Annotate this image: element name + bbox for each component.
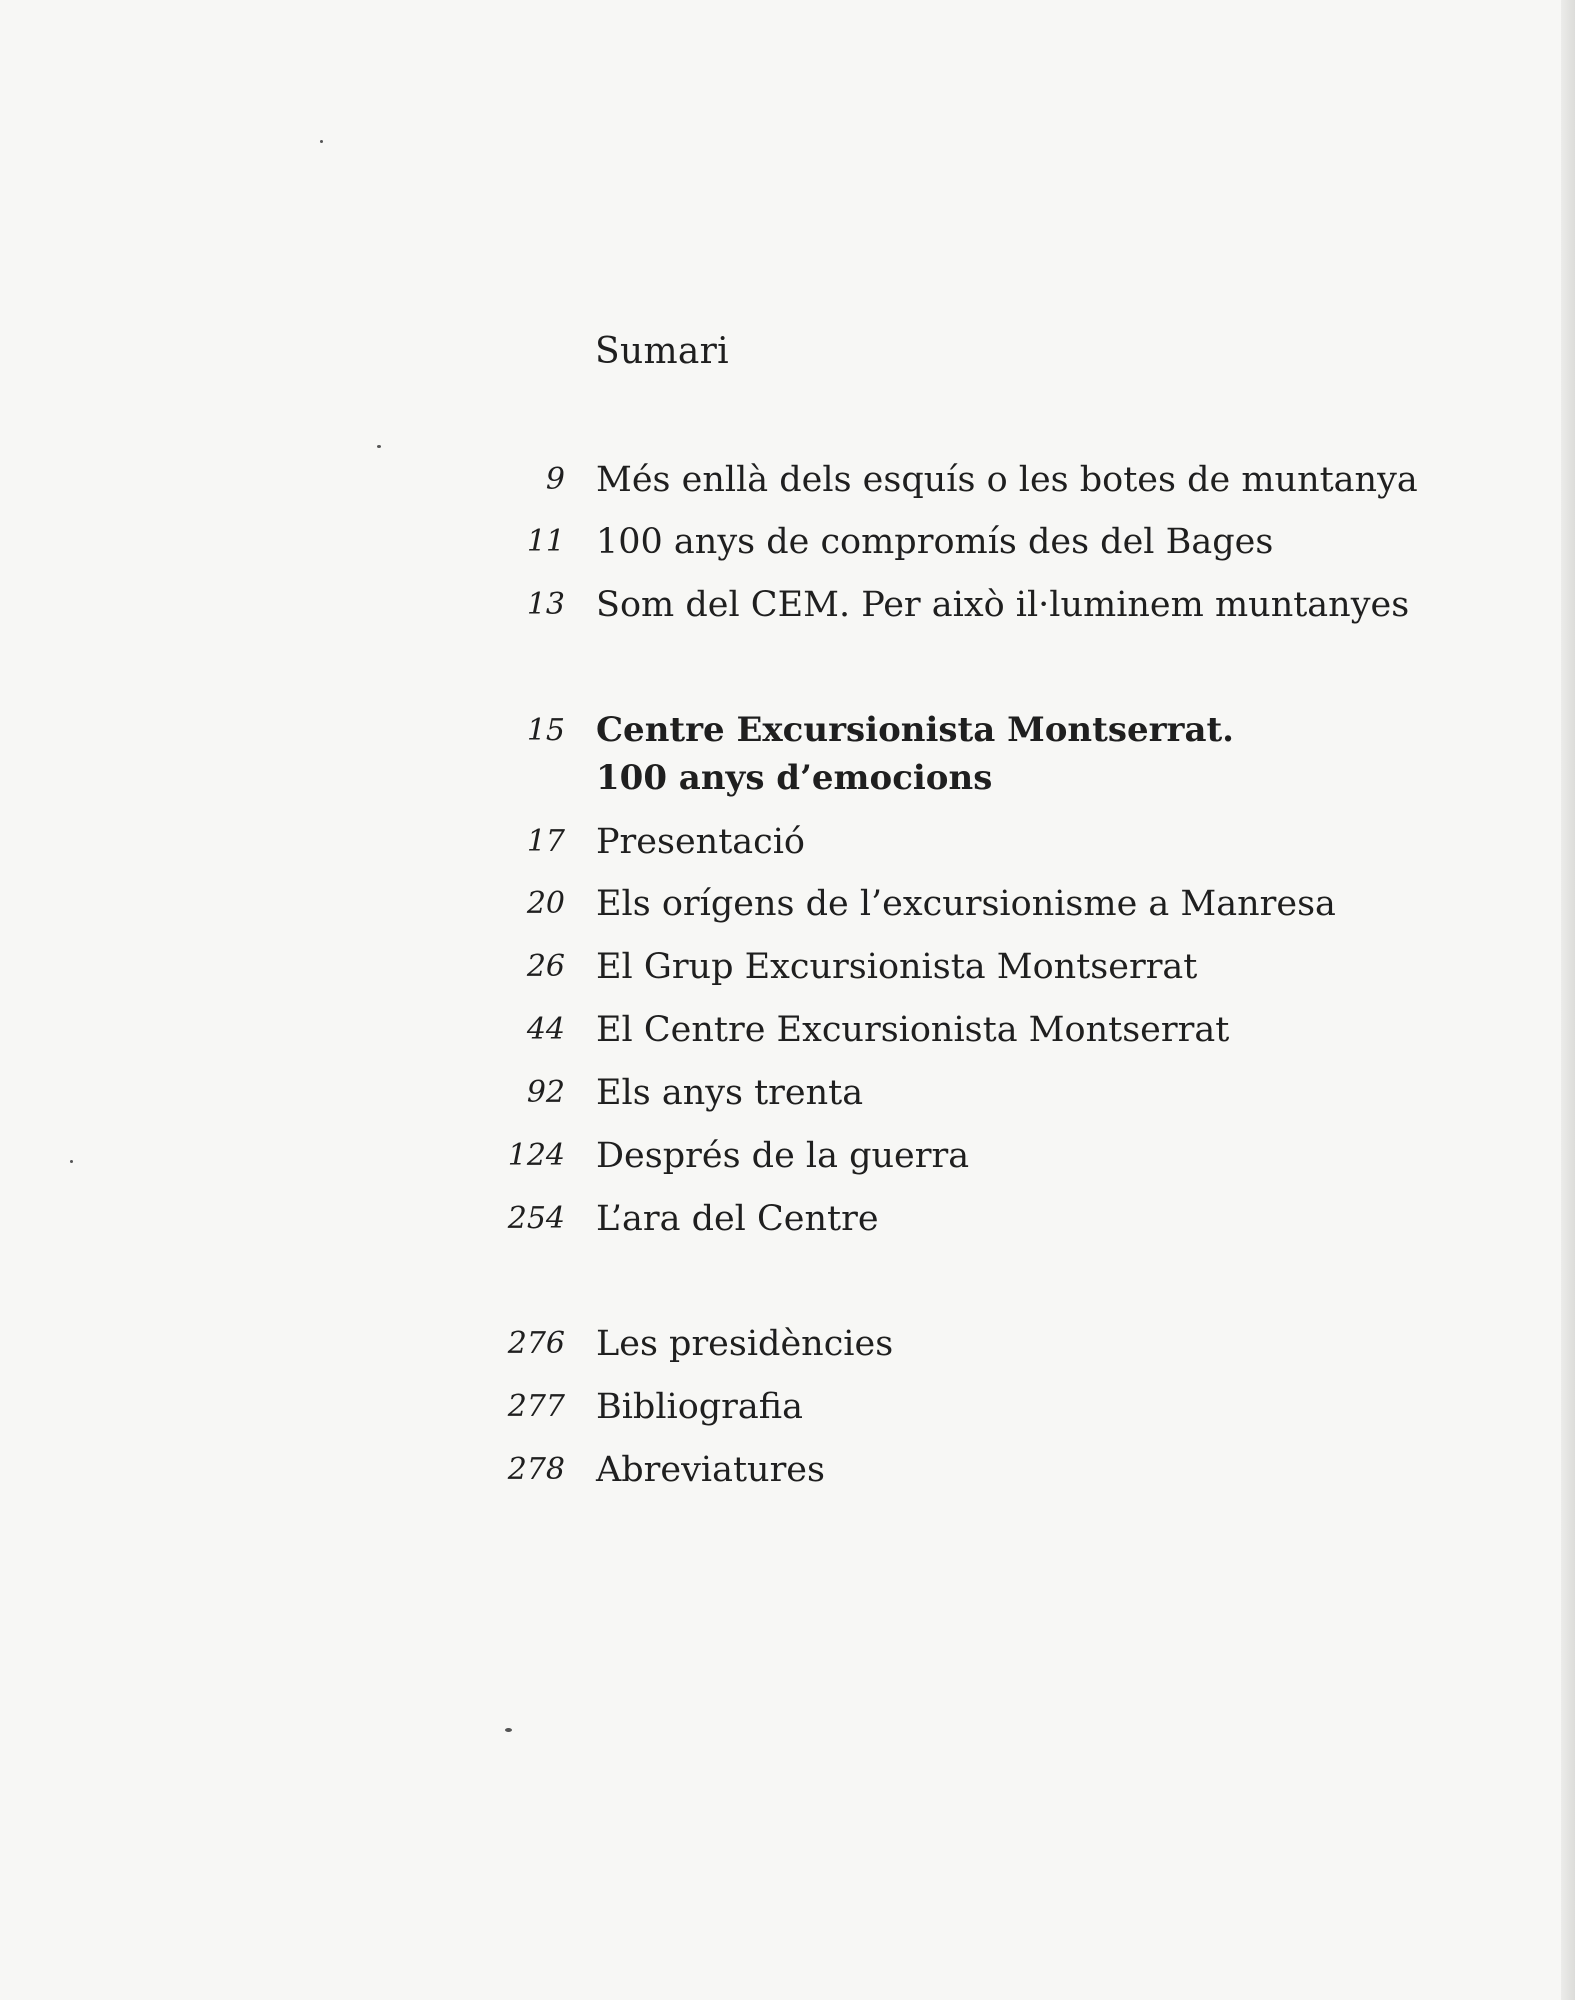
toc-entry[interactable] <box>470 1068 1470 1118</box>
toc-page-number: 277 <box>507 1389 565 1424</box>
toc-entry-label: El Grup Excursionista Montserrat <box>596 947 1198 987</box>
toc-page-number: 92 <box>526 1075 565 1110</box>
toc-entry-label: Després de la guerra <box>596 1136 970 1176</box>
toc-entry[interactable] <box>470 455 1470 505</box>
toc-entry[interactable] <box>470 817 1470 867</box>
toc-page-number: 26 <box>526 949 565 984</box>
toc-page-number: 13 <box>526 587 565 622</box>
toc-entry[interactable] <box>470 580 1470 630</box>
toc-entry[interactable] <box>470 879 1470 929</box>
toc-entry-label: Més enllà dels esquís o les botes de muntanya <box>596 460 1418 500</box>
toc-page-number: 124 <box>507 1138 565 1173</box>
toc-entry-label: Els orígens de l’excursionisme a Manresa <box>596 884 1336 924</box>
toc-page-number: 11 <box>526 524 565 559</box>
toc-page-number: 276 <box>507 1326 565 1361</box>
toc-section-heading[interactable] <box>470 706 1470 806</box>
toc-entry[interactable] <box>470 1319 1470 1369</box>
toc-page-number: 20 <box>526 886 565 921</box>
toc-entry[interactable] <box>470 1382 1470 1432</box>
toc-entry-label: 100 anys de compromís des del Bages <box>596 522 1274 562</box>
toc-section-line2: 100 anys d’emocions <box>596 758 993 798</box>
toc-entry-label: Bibliografia <box>596 1387 803 1427</box>
toc-entry-label: Abreviatures <box>596 1450 825 1490</box>
paper-speck <box>70 1160 73 1163</box>
toc-entry-label: Els anys trenta <box>596 1073 864 1113</box>
toc-page-number: 254 <box>507 1201 565 1236</box>
toc-section-line1: Centre Excursionista Montserrat. <box>596 710 1235 750</box>
toc-page-number: 278 <box>507 1452 565 1487</box>
toc-entry[interactable] <box>470 1445 1470 1495</box>
toc-entry-label: L’ara del Centre <box>596 1199 879 1239</box>
toc-entry[interactable] <box>470 1194 1470 1244</box>
paper-speck <box>377 445 381 448</box>
toc-entry[interactable] <box>470 517 1470 567</box>
page-edge <box>1561 0 1575 2000</box>
toc-page-number: 9 <box>545 462 565 497</box>
toc-page-number: 44 <box>526 1012 565 1047</box>
toc-entry-label: Presentació <box>596 822 806 862</box>
paper-speck <box>320 140 323 143</box>
toc-title: Sumari <box>595 331 729 372</box>
paper-speck <box>505 1728 512 1732</box>
toc-entry-label: Som del CEM. Per això il·luminem muntanyes <box>596 585 1410 625</box>
toc-entry[interactable] <box>470 1131 1470 1181</box>
toc-page-number: 17 <box>526 824 565 859</box>
toc-entry-label: El Centre Excursionista Montserrat <box>596 1010 1230 1050</box>
toc-page-number: 15 <box>526 713 565 748</box>
toc-entry[interactable] <box>470 1005 1470 1055</box>
toc-entry-label: Les presidències <box>596 1324 894 1364</box>
toc-entry[interactable] <box>470 942 1470 992</box>
